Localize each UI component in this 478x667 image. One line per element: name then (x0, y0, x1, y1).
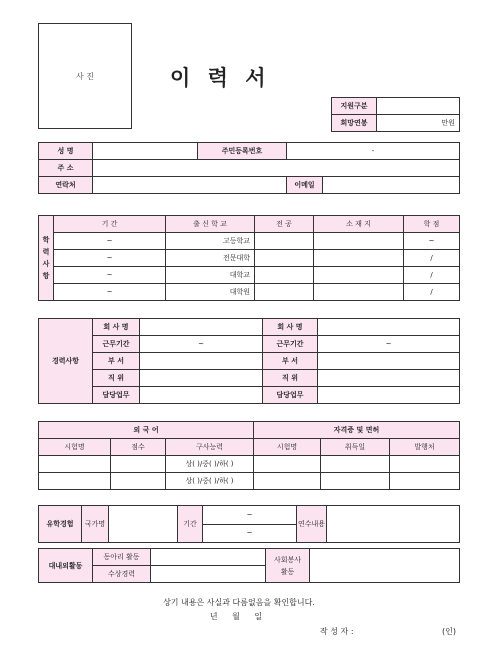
volunteer-field[interactable] (310, 549, 460, 583)
company-label: 회 사 명 (93, 319, 140, 336)
position-field[interactable] (318, 370, 460, 387)
overseas-period-end[interactable]: ~ (203, 524, 297, 543)
edu-header-major: 전 공 (255, 216, 314, 233)
id-number-field[interactable]: - (287, 143, 460, 160)
language-license-table (38, 421, 460, 490)
award-label: 수상경력 (93, 566, 151, 583)
photo-label: 사 진 (76, 71, 94, 81)
club-field[interactable] (151, 549, 266, 566)
department-field[interactable] (318, 353, 460, 370)
company-field[interactable] (140, 319, 263, 336)
edu-period[interactable]: ~ (54, 267, 166, 284)
education-table (38, 215, 460, 301)
lang-exam-field[interactable] (39, 473, 111, 490)
training-field[interactable] (327, 506, 460, 543)
position-field[interactable] (140, 370, 263, 387)
company-label: 회 사 명 (263, 319, 318, 336)
company-field[interactable] (318, 319, 460, 336)
volunteer-label-line2: 활동 (280, 567, 295, 576)
award-field[interactable] (151, 566, 266, 583)
license-header-date: 취득일 (321, 439, 390, 456)
country-field[interactable] (109, 506, 178, 543)
license-name-field[interactable] (254, 456, 321, 473)
license-date-field[interactable] (321, 473, 390, 490)
position-label: 직 위 (263, 370, 318, 387)
lang-level-field[interactable]: 상( )/중( )/하( ) (166, 456, 254, 473)
contact-label: 연락처 (39, 177, 93, 194)
lang-header-score: 점수 (111, 439, 166, 456)
lang-score-field[interactable] (111, 473, 166, 490)
edu-school[interactable]: 전문대학 (166, 250, 255, 267)
edu-major[interactable] (255, 284, 314, 301)
career-side-label: 경력사항 (39, 319, 93, 404)
department-label: 부 서 (263, 353, 318, 370)
license-header-issuer: 발행처 (390, 439, 460, 456)
work-period-label: 근무기간 (93, 336, 140, 353)
overseas-table (38, 505, 460, 543)
language-section-title: 외 국 어 (39, 422, 254, 439)
application-info-table (331, 97, 460, 132)
id-number-label: 주민등록번호 (198, 143, 287, 160)
lang-score-field[interactable] (111, 456, 166, 473)
license-header-name: 시험명 (254, 439, 321, 456)
license-issuer-field[interactable] (390, 456, 460, 473)
department-field[interactable] (140, 353, 263, 370)
edu-major[interactable] (255, 267, 314, 284)
edu-major[interactable] (255, 250, 314, 267)
edu-period[interactable]: ~ (54, 250, 166, 267)
edu-location[interactable] (314, 284, 404, 301)
education-side-label: 학 력 사 항 (39, 216, 54, 301)
club-label: 동아리 활동 (93, 549, 151, 566)
edu-school[interactable]: 대학원 (166, 284, 255, 301)
edu-header-score: 학 점 (404, 216, 460, 233)
department-label: 부 서 (93, 353, 140, 370)
overseas-label: 유학경험 (39, 506, 82, 543)
license-section-title: 자격증 및 면허 (254, 422, 460, 439)
edu-location[interactable] (314, 267, 404, 284)
writer-label: 작 성 자 : (320, 627, 354, 636)
edu-school[interactable]: 고등학교 (166, 233, 255, 250)
edu-major[interactable] (255, 233, 314, 250)
volunteer-label (266, 549, 310, 583)
work-period-label: 근무기간 (263, 336, 318, 353)
edu-location[interactable] (314, 250, 404, 267)
work-period-field[interactable]: ~ (318, 336, 460, 353)
edu-header-location: 소 재 지 (314, 216, 404, 233)
edu-header-period: 기 간 (54, 216, 166, 233)
duty-field[interactable] (140, 387, 263, 404)
email-field[interactable] (323, 177, 460, 194)
apply-type-label: 지원구분 (332, 98, 377, 115)
edu-score[interactable]: / (404, 250, 460, 267)
pledge-text: 상기 내용은 사실과 다름없음을 확인합니다. (163, 598, 315, 607)
edu-location[interactable] (314, 233, 404, 250)
contact-field[interactable] (93, 177, 287, 194)
position-label: 직 위 (93, 370, 140, 387)
edu-school[interactable]: 대학교 (166, 267, 255, 284)
date-line: 년 월 일 (209, 612, 269, 621)
email-label: 이메일 (287, 177, 323, 194)
lang-header-level: 구사능력 (166, 439, 254, 456)
work-period-field[interactable]: ~ (140, 336, 263, 353)
address-field[interactable] (93, 160, 460, 177)
name-label: 성 명 (39, 143, 93, 160)
document-title: 이 력 서 (170, 66, 271, 90)
address-label: 주 소 (39, 160, 93, 177)
desired-salary-label: 희망연봉 (332, 115, 377, 132)
apply-type-field[interactable] (377, 98, 460, 115)
volunteer-label-line1: 사회봉사 (273, 555, 302, 564)
lang-exam-field[interactable] (39, 456, 111, 473)
lang-header-exam: 시험명 (39, 439, 111, 456)
edu-score[interactable]: / (404, 267, 460, 284)
license-issuer-field[interactable] (390, 473, 460, 490)
edu-period[interactable]: ~ (54, 284, 166, 301)
license-date-field[interactable] (321, 456, 390, 473)
country-label: 국가명 (82, 506, 109, 543)
license-name-field[interactable] (254, 473, 321, 490)
edu-header-school: 출 신 학 교 (166, 216, 255, 233)
photo-box (38, 23, 132, 129)
edu-score[interactable]: / (404, 284, 460, 301)
edu-period[interactable]: ~ (54, 233, 166, 250)
personal-info-table (38, 142, 460, 194)
duty-field[interactable] (318, 387, 460, 404)
duty-label: 담당업무 (263, 387, 318, 404)
duty-label: 담당업무 (93, 387, 140, 404)
seal-label: (인) (442, 627, 456, 636)
activity-table (38, 548, 460, 583)
career-table (38, 318, 460, 404)
overseas-period-label: 기간 (178, 506, 203, 543)
training-label: 연수내용 (297, 506, 327, 543)
lang-level-field[interactable]: 상( )/중( )/하( ) (166, 473, 254, 490)
name-field[interactable] (93, 143, 198, 160)
activity-label: 대내외활동 (39, 549, 93, 583)
desired-salary-field[interactable]: 만원 (377, 115, 460, 132)
edu-score[interactable]: ~ (404, 233, 460, 250)
overseas-period-start[interactable]: ~ (203, 506, 297, 525)
